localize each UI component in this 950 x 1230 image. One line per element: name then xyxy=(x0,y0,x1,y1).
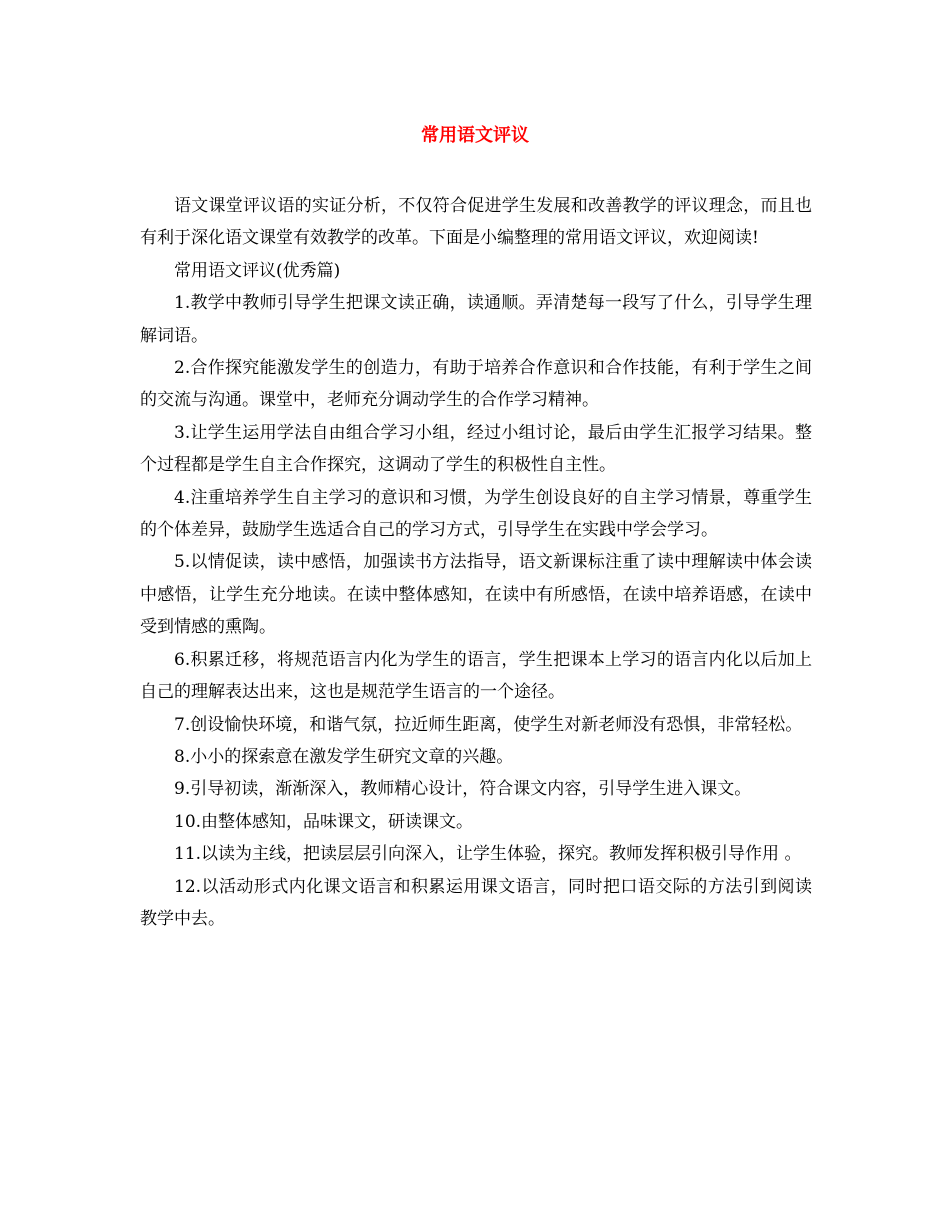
list-item: 4.注重培养学生自主学习的意识和习惯，为学生创设良好的自主学习情景，尊重学生的个体差异，鼓励学生选适合自己的学习方式，引导学生在实践中学会学习。 xyxy=(140,487,812,541)
list-item: 2.合作探究能激发学生的创造力，有助于培养合作意识和合作技能，有利于学生之间的交流与沟通。课堂中，老师充分调动学生的合作学习精神。 xyxy=(140,358,812,411)
section-heading: 常用语文评议(优秀篇) xyxy=(174,260,341,281)
list-item: 1.教学中教师引导学生把课文读正确，读通顺。弄清楚每一段写了什么，引导学生理解词语。 xyxy=(140,293,812,346)
list-item: 11.以读为主线，把读层层引向深入，让学生体验，探究。教师发挥积极引导作用 。 xyxy=(174,844,802,865)
list-item: 10.由整体感知，品味课文，研读课文。 xyxy=(174,811,474,832)
list-item: 6.积累迁移，将规范语言内化为学生的语言，学生把课本上学习的语言内化以后加上自己的理解表达出来，这也是规范学生语言的一个途径。 xyxy=(140,649,812,703)
list-item: 8.小小的探索意在激发学生研究文章的兴趣。 xyxy=(174,746,514,767)
document-body xyxy=(140,190,812,935)
intro-paragraph: 语文课堂评议语的实证分析，不仅符合促进学生发展和改善教学的评议理念，而且也有利于深化语文课堂有效教学的改革。下面是小编整理的常用语文评议，欢迎阅读! xyxy=(140,196,812,249)
list-item: 9.引导初读，渐渐深入，教师精心设计，符合课文内容，引导学生进入课文。 xyxy=(174,779,752,800)
list-item: 3.让学生运用学法自由组合学习小组，经过小组讨论，最后由学生汇报学习结果。整个过程都是学生自主合作探究，这调动了学生的积极性自主性。 xyxy=(140,422,812,476)
list-item: 12.以活动形式内化课文语言和积累运用课文语言，同时把口语交际的方法引到阅读教学中去。 xyxy=(140,876,812,929)
list-item: 7.创设愉快环境，和谐气氛，拉近师生距离，使学生对新老师没有恐惧，非常轻松。 xyxy=(174,714,803,735)
document-title: 常用语文评议 xyxy=(421,125,529,146)
list-item: 5.以情促读，读中感悟，加强读书方法指导，语文新课标注重了读中理解读中体会读中感悟，让学生充分地读。在读中整体感知，在读中有所感悟，在读中培养语感，在读中受到情感的熏陶。 xyxy=(140,552,812,638)
